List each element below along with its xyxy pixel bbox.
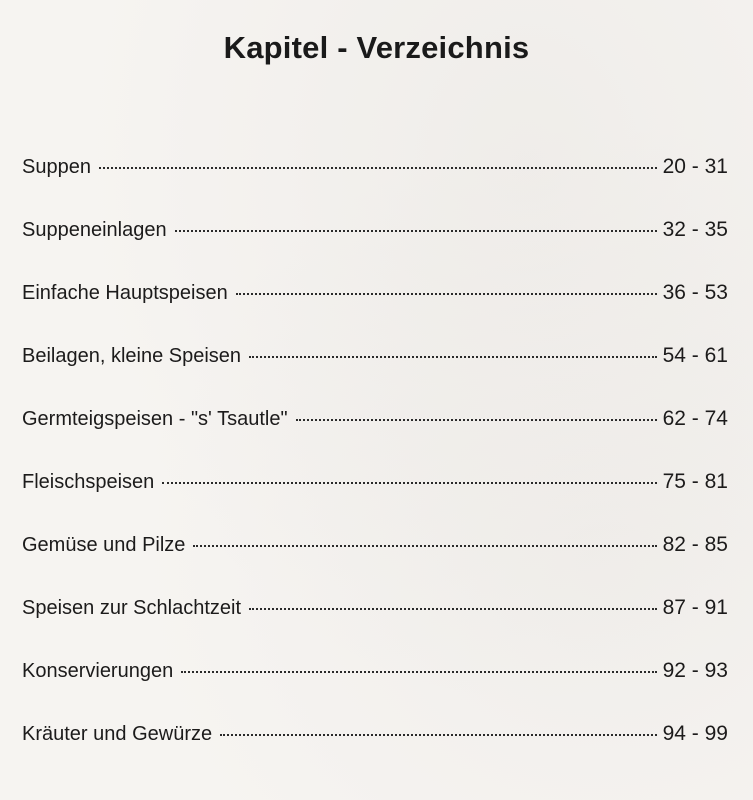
toc-entry-title: Einfache Hauptspeisen bbox=[22, 282, 228, 304]
toc-entry-title: Konservierungen bbox=[22, 660, 174, 682]
toc-entry bbox=[22, 281, 728, 344]
toc-entry bbox=[22, 533, 728, 596]
toc-entry bbox=[22, 218, 728, 281]
toc-entry-pages: 87 - 91 bbox=[662, 596, 728, 619]
toc-entry-pages: 82 - 85 bbox=[662, 533, 728, 556]
toc-entry bbox=[22, 155, 728, 218]
toc-entry-title: Gemüse und Pilze bbox=[22, 534, 186, 556]
dot-leader bbox=[175, 230, 657, 232]
dot-leader bbox=[236, 293, 657, 295]
toc-entry-title: Speisen zur Schlachtzeit bbox=[22, 597, 242, 619]
toc-entry-pages: 36 - 53 bbox=[662, 281, 728, 304]
toc-entry-pages: 94 - 99 bbox=[662, 722, 728, 745]
toc-entry bbox=[22, 470, 728, 533]
toc-entry-title: Germteigspeisen - "s' Tsautle" bbox=[22, 408, 288, 430]
toc-entry-title: Beilagen, kleine Speisen bbox=[22, 345, 242, 367]
toc-entry-title: Kräuter und Gewürze bbox=[22, 723, 213, 745]
dot-leader bbox=[249, 608, 657, 610]
dot-leader bbox=[193, 545, 656, 547]
dot-leader bbox=[99, 167, 657, 169]
toc-entry-title: Fleischspeisen bbox=[22, 471, 155, 493]
dot-leader bbox=[162, 482, 656, 484]
page-title: Kapitel - Verzeichnis bbox=[223, 30, 530, 65]
toc-entry-title: Suppeneinlagen bbox=[22, 219, 167, 241]
toc-entry-pages: 32 - 35 bbox=[662, 218, 728, 241]
toc-entry-pages: 20 - 31 bbox=[662, 155, 728, 178]
toc-entry-title: Suppen bbox=[22, 156, 91, 178]
dot-leader bbox=[181, 671, 656, 673]
dot-leader bbox=[296, 419, 657, 421]
dot-leader bbox=[220, 734, 657, 736]
toc-entry-pages: 54 - 61 bbox=[662, 344, 728, 367]
toc-entry-pages: 62 - 74 bbox=[662, 407, 728, 430]
toc-entry bbox=[22, 596, 728, 659]
toc-entry bbox=[22, 659, 728, 722]
toc-entry-pages: 75 - 81 bbox=[662, 470, 728, 493]
toc-entry bbox=[22, 344, 728, 407]
toc-entry bbox=[22, 407, 728, 470]
toc-entry-pages: 92 - 93 bbox=[662, 659, 728, 682]
toc-entry bbox=[22, 722, 728, 785]
dot-leader bbox=[249, 356, 657, 358]
table-of-contents bbox=[22, 155, 728, 785]
